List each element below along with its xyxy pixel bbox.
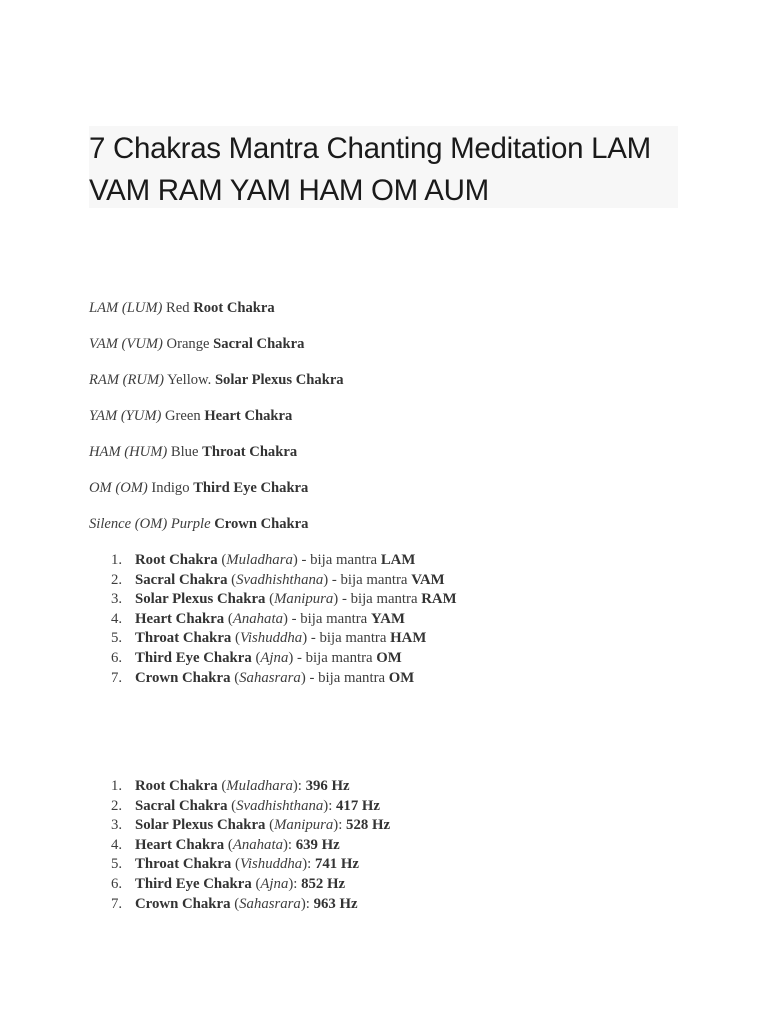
- mantra-sound: YAM (YUM): [89, 408, 162, 424]
- chakra-name: Heart Chakra: [135, 836, 225, 853]
- bija-mantra: VAM: [411, 571, 445, 588]
- bija-mantra-list: [89, 550, 709, 687]
- list-number: 6.: [111, 649, 123, 666]
- list-item: 4. Heart Chakra (Anahata) - bija mantra YAM: [111, 610, 405, 627]
- mantra-chakra: Solar Plexus Chakra: [214, 372, 344, 388]
- bija-connector: - bija mantra: [310, 630, 387, 647]
- sanskrit-name: Svadhishthana: [236, 571, 324, 588]
- bija-connector: - bija mantra: [291, 610, 368, 627]
- chakra-name: Sacral Chakra: [135, 571, 228, 588]
- frequency-value: 741 Hz: [314, 856, 359, 873]
- frequency-value: 528 Hz: [346, 817, 391, 834]
- mantra-line: [89, 513, 709, 549]
- mantra-color: Orange: [166, 336, 210, 352]
- frequency-value: 639 Hz: [295, 836, 340, 853]
- list-item: 7. Crown Chakra (Sahasrara) - bija mantra OM: [111, 669, 415, 686]
- bija-mantra: LAM: [380, 552, 416, 568]
- mantra-line: [89, 405, 709, 441]
- bija-connector: - bija mantra: [341, 591, 418, 608]
- sanskrit-name: Vishuddha: [239, 856, 303, 873]
- sanskrit-name: Manipura: [274, 591, 334, 608]
- chakra-name: Root Chakra: [135, 552, 218, 568]
- list-number: 7.: [111, 669, 123, 686]
- list-number: 2.: [111, 797, 123, 814]
- sanskrit-name: Ajna: [260, 649, 289, 666]
- list-number: 5.: [111, 856, 123, 873]
- mantra-color: Blue: [170, 444, 199, 460]
- mantra-color: Green: [165, 408, 201, 424]
- bija-mantra: OM: [388, 669, 415, 686]
- list-number: 3.: [111, 817, 123, 834]
- mantra-chakra: Crown Chakra: [214, 516, 309, 532]
- mantra-line: [89, 333, 709, 369]
- sanskrit-name: Muladhara: [226, 552, 293, 568]
- list-number: 4.: [111, 836, 123, 853]
- sanskrit-name: Sahasrara: [239, 895, 301, 912]
- chakra-name: Solar Plexus Chakra: [135, 591, 266, 608]
- sanskrit-name: Anahata: [232, 836, 283, 853]
- sanskrit-name: Ajna: [260, 875, 289, 892]
- mantra-chakra: Throat Chakra: [202, 444, 298, 460]
- list-item: 3. Solar Plexus Chakra (Manipura): 528 Hz: [111, 817, 391, 834]
- bija-connector: - bija mantra: [296, 649, 373, 666]
- bija-connector: - bija mantra: [301, 552, 378, 568]
- mantra-color: Red: [166, 300, 190, 316]
- frequency-value: 852 Hz: [301, 875, 346, 892]
- mantra-line: [89, 369, 709, 405]
- bija-mantra: RAM: [421, 591, 457, 608]
- mantra-sound: Silence (OM) Purple: [89, 516, 211, 532]
- mantra-sound: VAM (VUM): [89, 336, 163, 352]
- page-title: 7 Chakras Mantra Chanting Meditation LAM VAM RAM YAM HAM OM AUM: [89, 132, 651, 207]
- mantra-chakra: Heart Chakra: [204, 408, 293, 424]
- list-item: 6. Third Eye Chakra (Ajna): 852 Hz: [111, 875, 346, 892]
- list-item: 1. Root Chakra (Muladhara) - bija mantra LAM: [111, 552, 416, 568]
- bija-mantra: HAM: [390, 630, 427, 647]
- mantra-line: [89, 477, 709, 513]
- list-item: 6. Third Eye Chakra (Ajna) - bija mantra OM: [111, 649, 402, 666]
- sanskrit-name: Svadhishthana: [236, 797, 324, 814]
- list-item: 2. Sacral Chakra (Svadhishthana) - bija mantra VAM: [111, 571, 445, 588]
- list-number: 2.: [111, 571, 123, 588]
- bija-mantra: OM: [376, 649, 402, 666]
- chakra-name: Sacral Chakra: [135, 797, 228, 814]
- list-number: 6.: [111, 875, 123, 892]
- frequency-value: 417 Hz: [336, 797, 380, 814]
- mantra-sound: LAM (LUM): [89, 300, 163, 316]
- mantra-chakra: Sacral Chakra: [213, 336, 305, 352]
- frequency-value: 963 Hz: [313, 895, 358, 912]
- chakra-name: Root Chakra: [135, 778, 218, 794]
- frequency-value: 396 Hz: [305, 778, 350, 794]
- mantra-color: Indigo: [151, 480, 190, 496]
- chakra-name: Heart Chakra: [135, 610, 225, 627]
- list-number: 4.: [111, 610, 123, 627]
- sanskrit-name: Sahasrara: [239, 669, 301, 686]
- chakra-name: Crown Chakra: [135, 895, 231, 912]
- chakra-name: Third Eye Chakra: [135, 875, 252, 892]
- list-item: 4. Heart Chakra (Anahata): 639 Hz: [111, 836, 340, 853]
- list-number: 1.: [111, 552, 123, 568]
- chakra-name: Crown Chakra: [135, 669, 231, 686]
- mantra-line: [89, 441, 709, 477]
- mantra-sound: OM (OM): [89, 480, 148, 496]
- bija-connector: - bija mantra: [309, 669, 386, 686]
- list-number: 5.: [111, 630, 123, 647]
- list-item: 1. Root Chakra (Muladhara): 396 Hz: [111, 778, 350, 794]
- mantra-chakra: Root Chakra: [193, 300, 275, 316]
- mantra-color-list: [89, 297, 709, 549]
- bija-mantra: YAM: [370, 610, 405, 627]
- sanskrit-name: Vishuddha: [239, 630, 303, 647]
- list-item: 3. Solar Plexus Chakra (Manipura) - bija mantra RAM: [111, 591, 457, 608]
- mantra-chakra: Third Eye Chakra: [193, 480, 309, 496]
- mantra-sound: RAM (RUM): [89, 372, 164, 388]
- mantra-color: Yellow.: [167, 372, 212, 388]
- list-number: 1.: [111, 778, 123, 794]
- list-item: 7. Crown Chakra (Sahasrara): 963 Hz: [111, 895, 358, 912]
- list-item: 5. Throat Chakra (Vishuddha) - bija mantra HAM: [111, 630, 427, 647]
- mantra-sound: HAM (HUM): [89, 444, 168, 460]
- chakra-name: Third Eye Chakra: [135, 649, 252, 666]
- mantra-line: [89, 297, 709, 333]
- chakra-name: Solar Plexus Chakra: [135, 817, 266, 834]
- bija-connector: - bija mantra: [331, 571, 408, 588]
- list-number: 3.: [111, 591, 123, 608]
- chakra-name: Throat Chakra: [135, 630, 232, 647]
- frequency-list: [89, 776, 709, 913]
- sanskrit-name: Manipura: [274, 817, 334, 834]
- chakra-name: Throat Chakra: [135, 856, 232, 873]
- sanskrit-name: Anahata: [232, 610, 283, 627]
- list-item: 5. Throat Chakra (Vishuddha): 741 Hz: [111, 856, 359, 873]
- list-number: 7.: [111, 895, 123, 912]
- sanskrit-name: Muladhara: [226, 778, 293, 794]
- list-item: 2. Sacral Chakra (Svadhishthana): 417 Hz: [111, 797, 380, 814]
